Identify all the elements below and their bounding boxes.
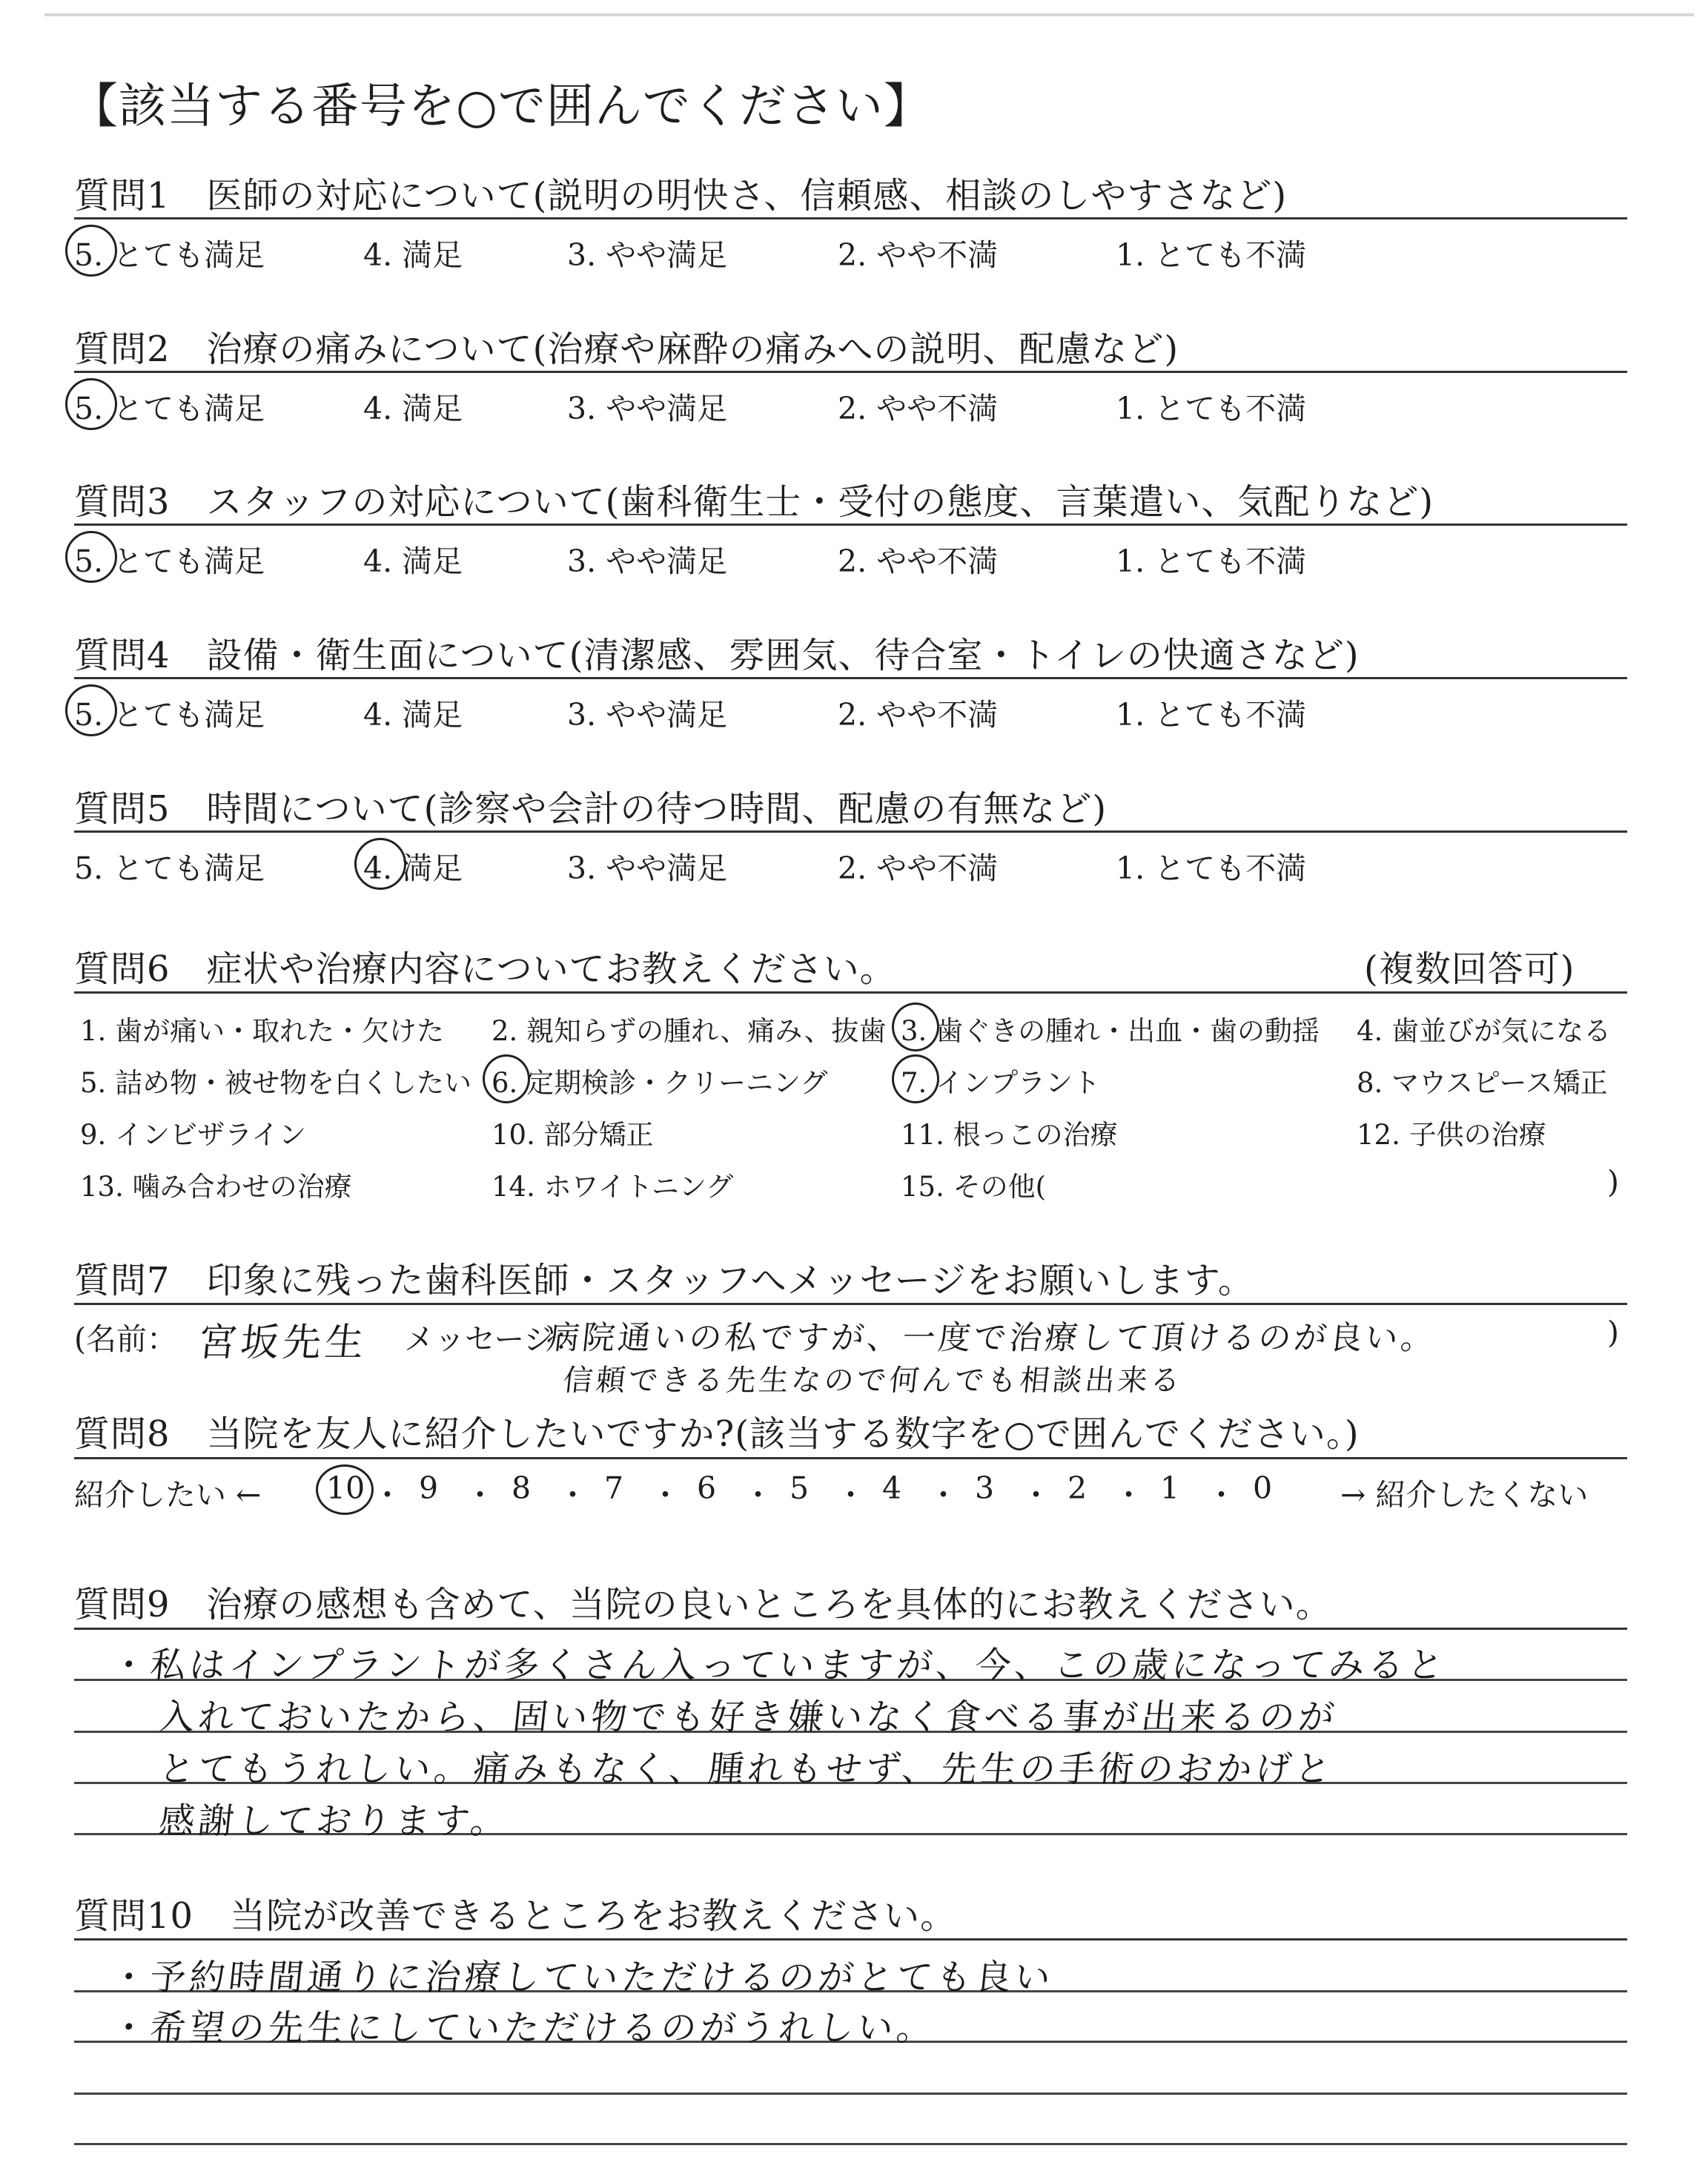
- q8-separator: ・: [465, 1477, 495, 1513]
- q3-option-1[interactable]: 1. とても不満: [1116, 544, 1307, 579]
- q9-answer-line-1: ・私はインプラントが多くさん入っていますが、今、この歳になってみると: [108, 1645, 1449, 1686]
- q8-scale-3[interactable]: 3: [975, 1470, 995, 1506]
- q3-option-3[interactable]: 3. やや満足: [567, 544, 728, 579]
- q6-option-13[interactable]: 13. 噛み合わせの治療: [80, 1171, 352, 1203]
- q8-right-label: → 紹介したくない: [1340, 1477, 1589, 1513]
- q10-label: 質問10: [74, 1895, 194, 1937]
- q5-selected-circle: [354, 838, 406, 890]
- q8-heading: [74, 1405, 1360, 1456]
- top-border: [44, 13, 1694, 16]
- q7-heading: [74, 1252, 1254, 1303]
- q6-option-8[interactable]: 8. マウスピース矯正: [1357, 1067, 1608, 1099]
- q9-answer-line-3: とてもうれしい。痛みもなく、腫れもせず、先生の手術のおかげと: [156, 1748, 1337, 1790]
- q6-option-7[interactable]: 7. インプラント: [901, 1067, 1101, 1099]
- q8-scale-1[interactable]: 1: [1160, 1470, 1180, 1506]
- q7-message-line1[interactable]: 病院通いの私ですが、一度で治療して頂けるのが良い。: [544, 1319, 1439, 1357]
- q8-separator: ・: [743, 1477, 773, 1513]
- q8-label: 質問8: [74, 1413, 171, 1455]
- q6-other-close: ): [1607, 1164, 1619, 1200]
- q4-divider: [74, 677, 1627, 679]
- q2-divider: [74, 371, 1627, 373]
- q3-text: スタッフの対応について(歯科衛生士・受付の態度、言葉遣い、気配りなど): [206, 481, 1434, 523]
- q1-option-1[interactable]: 1. とても不満: [1116, 237, 1307, 273]
- q8-scale-0[interactable]: 0: [1253, 1470, 1273, 1506]
- q8-separator: ・: [557, 1477, 588, 1513]
- q6-option-12[interactable]: 12. 子供の治療: [1357, 1119, 1546, 1151]
- q2-option-4[interactable]: 4. 満足: [363, 391, 463, 426]
- q3-divider: [74, 524, 1627, 526]
- q2-label: 質問2: [74, 328, 171, 370]
- q7-message-line2[interactable]: 信頼できる先生なので何んでも相談出来る: [561, 1364, 1185, 1398]
- q6-option-9[interactable]: 9. インビザライン: [80, 1119, 306, 1151]
- q8-scale-5[interactable]: 5: [790, 1470, 810, 1506]
- q4-option-1[interactable]: 1. とても不満: [1116, 697, 1307, 733]
- q8-scale-9[interactable]: 9: [419, 1470, 439, 1506]
- q8-scale-10[interactable]: 10: [326, 1470, 365, 1506]
- q7-name-value[interactable]: 宮坂先生: [196, 1321, 370, 1365]
- q9-text: 治療の感想も含めて、当院の良いところを具体的にお教えください。: [206, 1584, 1332, 1625]
- q2-option-2[interactable]: 2. やや不満: [838, 391, 999, 426]
- q5-option-3[interactable]: 3. やや満足: [567, 851, 728, 886]
- q6-label: 質問6: [74, 948, 171, 990]
- q9-divider: [74, 1628, 1627, 1630]
- q9-label: 質問9: [74, 1584, 171, 1625]
- q4-option-2[interactable]: 2. やや不満: [838, 697, 999, 733]
- q2-option-3[interactable]: 3. やや満足: [567, 391, 728, 426]
- q6-option-3[interactable]: 3. 歯ぐきの腫れ・出血・歯の動揺: [901, 1015, 1320, 1047]
- q3-option-2[interactable]: 2. やや不満: [838, 544, 999, 579]
- q6-note: (複数回答可): [1364, 948, 1575, 990]
- q6-option-6[interactable]: 6. 定期検診・クリーニング: [491, 1067, 828, 1099]
- q6-divider: [74, 991, 1627, 994]
- q3-option-4[interactable]: 4. 満足: [363, 544, 463, 579]
- q6-selected-circle-6: [483, 1054, 530, 1103]
- q3-heading: [74, 473, 1434, 524]
- q8-text: 当院を友人に紹介したいですか?(該当する数字を○で囲んでください。): [206, 1413, 1360, 1455]
- q4-option-3[interactable]: 3. やや満足: [567, 697, 728, 733]
- q1-label: 質問1: [74, 175, 171, 217]
- q6-option-1[interactable]: 1. 歯が痛い・取れた・欠けた: [80, 1015, 445, 1047]
- q2-heading: [74, 320, 1179, 371]
- q4-option-5[interactable]: 5. とても満足: [74, 697, 265, 733]
- q1-heading: [74, 167, 1287, 218]
- q1-option-3[interactable]: 3. やや満足: [567, 237, 728, 273]
- q10-divider: [74, 1938, 1627, 1941]
- q1-option-4[interactable]: 4. 満足: [363, 237, 463, 273]
- q6-option-11[interactable]: 11. 根っこの治療: [901, 1119, 1118, 1151]
- q6-heading: [74, 940, 896, 991]
- q4-text: 設備・衛生面について(清潔感、雰囲気、待合室・トイレの快適さなど): [206, 635, 1360, 676]
- q5-option-2[interactable]: 2. やや不満: [838, 851, 999, 886]
- q7-message-label: メッセージ：: [404, 1321, 585, 1357]
- q3-option-5[interactable]: 5. とても満足: [74, 544, 265, 579]
- q5-option-1[interactable]: 1. とても不満: [1116, 851, 1307, 886]
- q4-heading: [74, 627, 1360, 678]
- q1-divider: [74, 217, 1627, 219]
- q2-option-1[interactable]: 1. とても不満: [1116, 391, 1307, 426]
- q4-label: 質問4: [74, 635, 171, 676]
- q10-rule-line: [74, 2093, 1627, 2095]
- q8-selected-circle: [316, 1464, 374, 1515]
- q8-left-label: 紹介したい ←: [74, 1477, 262, 1513]
- q3-selected-circle: [65, 531, 117, 583]
- q2-option-5[interactable]: 5. とても満足: [74, 391, 265, 426]
- q8-scale-7[interactable]: 7: [604, 1470, 624, 1506]
- q5-text: 時間について(診察や会計の待つ時間、配慮の有無など): [206, 788, 1108, 830]
- q1-option-2[interactable]: 2. やや不満: [838, 237, 999, 273]
- q8-scale-6[interactable]: 6: [697, 1470, 717, 1506]
- q6-option-2[interactable]: 2. 親知らずの腫れ、痛み、抜歯: [491, 1015, 887, 1047]
- q8-separator: ・: [1113, 1477, 1144, 1513]
- q6-text: 症状や治療内容についてお教えください。: [206, 948, 896, 990]
- q10-heading: [74, 1887, 956, 1938]
- q3-label: 質問3: [74, 481, 171, 523]
- q5-option-4[interactable]: 4. 満足: [363, 851, 463, 886]
- q6-option-5[interactable]: 5. 詰め物・被せ物を白くしたい: [80, 1067, 472, 1099]
- page-title: 【該当する番号を○で囲んでください】: [70, 79, 932, 134]
- q8-separator: ・: [928, 1477, 959, 1513]
- q9-heading: [74, 1576, 1332, 1627]
- q8-separator: ・: [650, 1477, 681, 1513]
- q2-selected-circle: [65, 378, 117, 430]
- q2-text: 治療の痛みについて(治療や麻酔の痛みへの説明、配慮など): [206, 328, 1179, 370]
- q8-separator: ・: [835, 1477, 866, 1513]
- q6-option-15[interactable]: 15. その他(: [901, 1171, 1047, 1203]
- q7-label: 質問7: [74, 1260, 171, 1301]
- q8-separator: ・: [372, 1477, 403, 1513]
- q5-heading: [74, 780, 1107, 831]
- q5-divider: [74, 830, 1627, 833]
- q4-option-4[interactable]: 4. 満足: [363, 697, 463, 733]
- q6-option-14[interactable]: 14. ホワイトニング: [491, 1171, 734, 1203]
- q4-selected-circle: [65, 684, 117, 736]
- q10-text: 当院が改善できるところをお教えください。: [230, 1895, 957, 1937]
- q8-scale-8[interactable]: 8: [512, 1470, 532, 1506]
- q8-scale-4[interactable]: 4: [882, 1470, 902, 1506]
- q5-label: 質問5: [74, 788, 171, 830]
- q7-name-label: (名前：: [74, 1321, 177, 1357]
- q7-divider: [74, 1303, 1627, 1305]
- q1-selected-circle: [65, 225, 117, 277]
- q10-answer-line-2: ・希望の先生にしていただけるのがうれしい。: [108, 2007, 939, 2049]
- q8-divider: [74, 1457, 1627, 1459]
- q6-option-4[interactable]: 4. 歯並びが気になる: [1357, 1015, 1612, 1047]
- q8-separator: ・: [1021, 1477, 1051, 1513]
- q6-selected-circle-7: [892, 1054, 939, 1103]
- q6-selected-circle-3: [892, 1003, 939, 1051]
- q10-rule-line: [74, 2143, 1627, 2145]
- q1-option-5[interactable]: 5. とても満足: [74, 237, 265, 273]
- q5-option-5[interactable]: 5. とても満足: [74, 851, 265, 886]
- q1-text: 医師の対応について(説明の明快さ、信頼感、相談のしやすさなど): [206, 175, 1288, 217]
- q7-close-paren: ): [1607, 1315, 1619, 1350]
- q9-answer-line-2: 入れておいたから、固い物でも好き嫌いなく食べる事が出来るのが: [156, 1697, 1340, 1738]
- q9-answer-line-4: 感謝しております。: [156, 1800, 512, 1842]
- q7-text: 印象に残った歯科医師・スタッフへメッセージをお願いします。: [206, 1260, 1254, 1301]
- q8-scale-2[interactable]: 2: [1068, 1470, 1088, 1506]
- q10-answer-line-1: ・予約時間通りに治療していただけるのがとても良い: [108, 1957, 1056, 1998]
- q6-option-10[interactable]: 10. 部分矯正: [491, 1119, 654, 1151]
- q8-separator: ・: [1206, 1477, 1237, 1513]
